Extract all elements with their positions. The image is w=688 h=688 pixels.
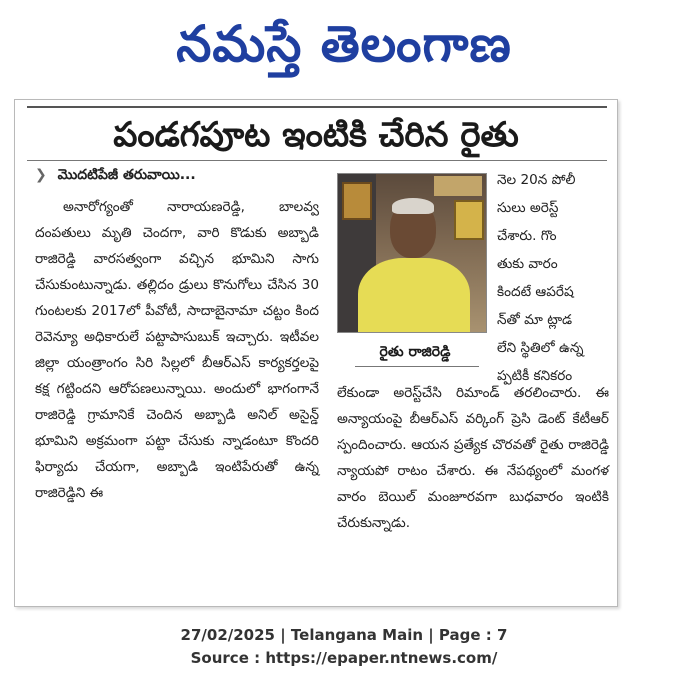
article-line: న్‌తో మా ట్లాడ — [497, 312, 573, 328]
article-line: చేశారు. గొం — [497, 228, 557, 244]
article-paragraph-right: లేకుండా అరెస్ట్‌చేసి రిమాండ్ తరలించారు. ఈ అన్యాయంపై బీఆర్ఎస్ వర్కింగ్ ప్రెసి డెంట్ కేటీఆర్ స్పందించారు. ఆయన ప్రత్యేక చొరవతో రైతు రాజిరెడ్డి న్యాయపో రాటం చేశారు. ఈ నేపథ్యంలో మంగళ వారం బెయిల్ మంజూరవగా బుధవారం ఇంటికి చేరుకున్నాడు. — [337, 385, 609, 531]
article-column-right-top — [497, 166, 609, 390]
article-line: నెల 20న పోలీ — [497, 172, 576, 188]
photo-caption: రైతు రాజిరెడ్డి — [379, 344, 451, 360]
article-clipping — [14, 99, 618, 607]
article-line: తుకు వారం — [497, 256, 558, 272]
article-paragraph-left: అనారోగ్యంతో నారాయణరెడ్డి, బాలవ్వ దంపతులు మృతి చెందగా, వారి కొడుకు అబ్బాడి రాజిరెడ్డి వారసత్వంగా వచ్చిన భూమిని సాగు చేసుకుంటున్నాడు. తల్లిదం డ్రులు కొనుగోలు చేసిన 30 గుంటలకు 2017లో పీవోటీ, సాదాబైనామా చట్టం కింద రెవెన్యూ అధికారులే పట్టాపాసుబుక్ ఇచ్చారు. ఇటీవల జిల్లా యంత్రాంగం సిరి సిల్లలో బీఆర్ఎస్ కార్యకర్తలపై కక్ష గట్టిందని ఆరోపణలున్నాయి. అందులో భాగంగానే రాజిరెడ్డి గ్రామానికే చెందిన అబ్బాడి అనిల్ అసైన్డ్ భూమిని అక్రమంగా పట్టా చేసుకు న్నాడంటూ కొందరి ఫిర్యాదు చేయగా, అబ్బాడి ఇంటిపేరుతో ఉన్న రాజిరెడ్డిని ఈ — [35, 199, 319, 501]
farmer-photo — [337, 173, 487, 333]
article-column-left — [35, 194, 319, 506]
publication-date-line: 27/02/2025 | Telangana Main | Page : 7 — [180, 626, 508, 644]
masthead-logo: నమస్తే తెలంగాణ — [176, 15, 512, 73]
caption-divider — [355, 366, 479, 367]
article-line: కిందటే ఆపరేష — [497, 284, 574, 300]
chevron-right-icon: ❯ — [35, 167, 47, 183]
headline-divider — [27, 160, 607, 161]
article-line: లేని స్థితిలో ఉన్న — [497, 340, 584, 356]
article-column-right-bottom — [337, 380, 609, 536]
source-link[interactable]: Source : https://epaper.ntnews.com/ — [190, 649, 498, 667]
article-line: ప్పటికీ కనికరం — [497, 368, 573, 384]
top-divider — [27, 106, 607, 108]
continuation-text: మొదటిపేజీ తరువాయి... — [57, 167, 196, 183]
article-headline: పండగపూట ఇంటికి చేరిన రైతు — [113, 115, 519, 155]
article-line: సులు అరెస్ట్ — [497, 200, 559, 216]
continuation-label — [35, 164, 196, 186]
